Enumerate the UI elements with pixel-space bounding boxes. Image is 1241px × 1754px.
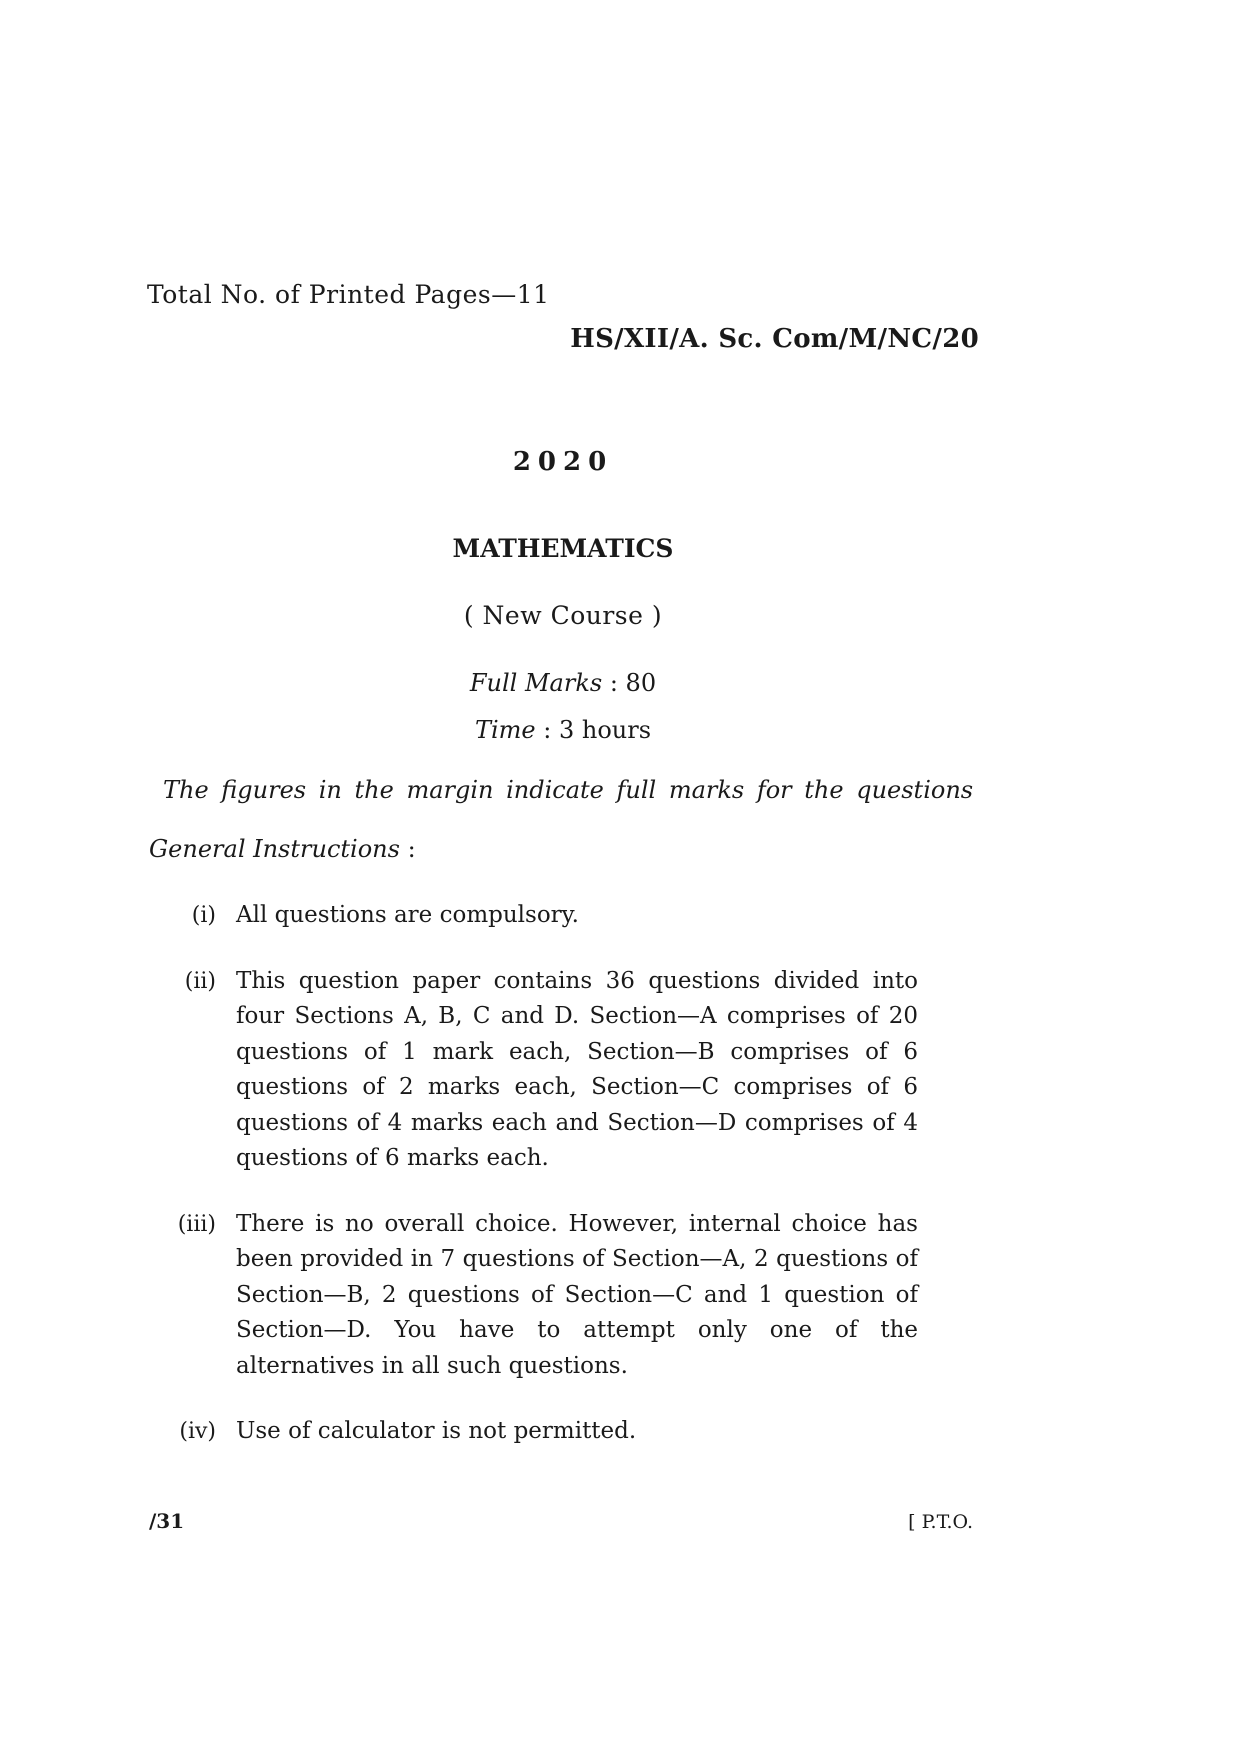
instruction-item — [150, 898, 930, 934]
instruction-number: (i) — [191, 903, 216, 928]
instruction-number: (iv) — [179, 1419, 216, 1444]
instruction-number: (ii) — [184, 968, 216, 994]
time-value: : 3 hours — [543, 716, 652, 744]
total-printed-pages: Total No. of Printed Pages—11 — [147, 280, 550, 309]
instruction-text: Use of calculator is not permitted. — [236, 1418, 637, 1444]
full-marks-label: Full Marks — [469, 669, 603, 697]
paper-code: HS/XII/A. Sc. Com/M/NC/20 — [570, 324, 979, 354]
instruction-item — [150, 1207, 930, 1385]
exam-year: 2020 — [512, 447, 614, 477]
general-instructions-label: General Instructions — [149, 835, 400, 863]
instruction-item — [150, 964, 930, 1177]
margin-note: The figures in the margin indicate full marks for the questions — [163, 776, 974, 804]
subject-title: MATHEMATICS — [452, 534, 674, 563]
exam-time — [0, 716, 1126, 744]
full-marks-value: : 80 — [609, 669, 657, 697]
instruction-list — [150, 898, 930, 1480]
instruction-text: There is no overall choice. However, internal choice has been provided in 7 questions of Section—A, 2 questions of Section—B, 2 questions of Section—C and 1 question of Section—D. You have to attempt only one of the alternatives in all such questions. — [236, 1210, 918, 1379]
time-label: Time — [474, 716, 536, 744]
instruction-item — [150, 1414, 930, 1450]
please-turn-over: [ P.T.O. — [908, 1511, 973, 1533]
instruction-text: This question paper contains 36 questions divided into four Sections A, B, C and D. Section—A comprises of 20 questions of 1 mark each, Section—B comprises of 6 questions of 2 marks each, Section—C comprises of 6 questions of 4 marks each and Section—D comprises of 4 questions of 6 marks each. — [236, 967, 918, 1171]
footer-code: /31 — [149, 1509, 185, 1533]
instruction-text: All questions are compulsory. — [236, 902, 579, 928]
instruction-number: (iii) — [177, 1211, 216, 1237]
general-instructions-heading — [149, 835, 416, 863]
course-type: ( New Course ) — [463, 601, 663, 630]
full-marks — [0, 669, 1126, 697]
general-instructions-colon: : — [399, 835, 416, 863]
